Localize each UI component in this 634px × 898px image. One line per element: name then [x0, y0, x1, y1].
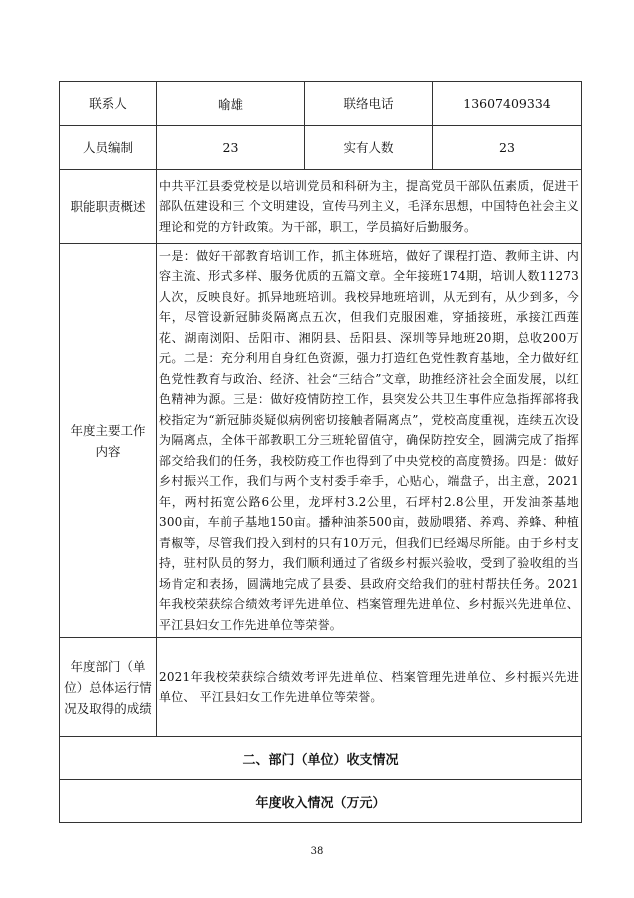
results-label: 年度部门（单位）总体运行情况及取得的成绩 [60, 638, 157, 737]
contact-person-value: 喻雄 [157, 82, 305, 126]
staff-quota-label: 人员编制 [60, 126, 157, 170]
duties-row [60, 170, 582, 244]
staff-quota-value: 23 [157, 126, 305, 170]
duties-text: 中共平江县委党校是以培训党员和科研为主，提高党员干部队伍素质，促进干部队伍建设和三 个文明建设，宣传马列主义，毛泽东思想，中国特色社会主义理论和党的方针政策。为干部，职工，学员搞好后勤服务。 [157, 170, 582, 244]
staff-actual-label: 实有人数 [305, 126, 433, 170]
results-row [60, 638, 582, 737]
work-label: 年度主要工作内容 [60, 244, 157, 638]
contact-person-label: 联系人 [60, 82, 157, 126]
duties-label: 职能职责概述 [60, 170, 157, 244]
section-title-row [60, 737, 582, 780]
info-table [59, 81, 582, 823]
work-row [60, 244, 582, 638]
staff-row [60, 126, 582, 170]
income-title-row [60, 780, 582, 823]
page-number: 38 [310, 846, 324, 857]
section-title: 二、部门（单位）收支情况 [60, 737, 582, 780]
staff-actual-value: 23 [433, 126, 582, 170]
phone-value: 13607409334 [433, 82, 582, 126]
work-text: 一是：做好干部教育培训工作，抓主体班培，做好了课程打造、教师主讲、内容主流、形式多样、服务优质的五篇文章。全年接班174期，培训人数11273人次，反映良好。抓异地班培训。我校异地班培训，从无到有，从少到多，今年，尽管设新冠肺炎隔离点五次，但我们克服困难，穿插接班，承接江西莲花、湖南浏阳、岳阳市、湘阴县、岳阳县、深圳等异地班20期，总收200万元。二是：充分利用自身红色资源，强力打造红色党性教育基地，全力做好红色党性教育与政治、经济、社会“三结合”文章，助推经济社会全面发展，以红色精神为源。三是：做好疫情防控工作，县突发公共卫生事件应急指挥部将我校指定为“新冠肺炎疑似病例密切接触者隔离点”，党校高度重视，连续五次设为隔离点，全体干部教职工分三班轮留值守，确保防控安全，圆满完成了指挥部交给我们的任务，我校防疫工作也得到了中央党校的高度赞扬。四是：做好乡村振兴工作，我们与两个支村委手牵手，心贴心，端盘子，出主意，2021年，两村拓宽公路6公里，龙坪村3.2公里，石坪村2.8公里，开发油茶基地300亩，车前子基地150亩。播种油茶500亩，鼓励喂猪、养鸡、养蜂、种植青椒等，尽管我们投入到村的只有10万元，但我们已经竭尽所能。由于乡村支持，驻村队员的努力，我们顺利通过了省级乡村振兴验收，受到了验收组的当场肯定和表扬，圆满地完成了县委、县政府交给我们的驻村帮扶任务。2021年我校荣获综合绩效考评先进单位、档案管理先进单位、乡村振兴先进单位、平江县妇女工作先进单位等荣誉。 [157, 244, 582, 638]
income-title: 年度收入情况（万元） [60, 780, 582, 823]
results-text: 2021年我校荣获综合绩效考评先进单位、档案管理先进单位、乡村振兴先进单位、 平江县妇女工作先进单位等荣誉。 [157, 638, 582, 737]
phone-label: 联络电话 [305, 82, 433, 126]
contact-row [60, 82, 582, 126]
